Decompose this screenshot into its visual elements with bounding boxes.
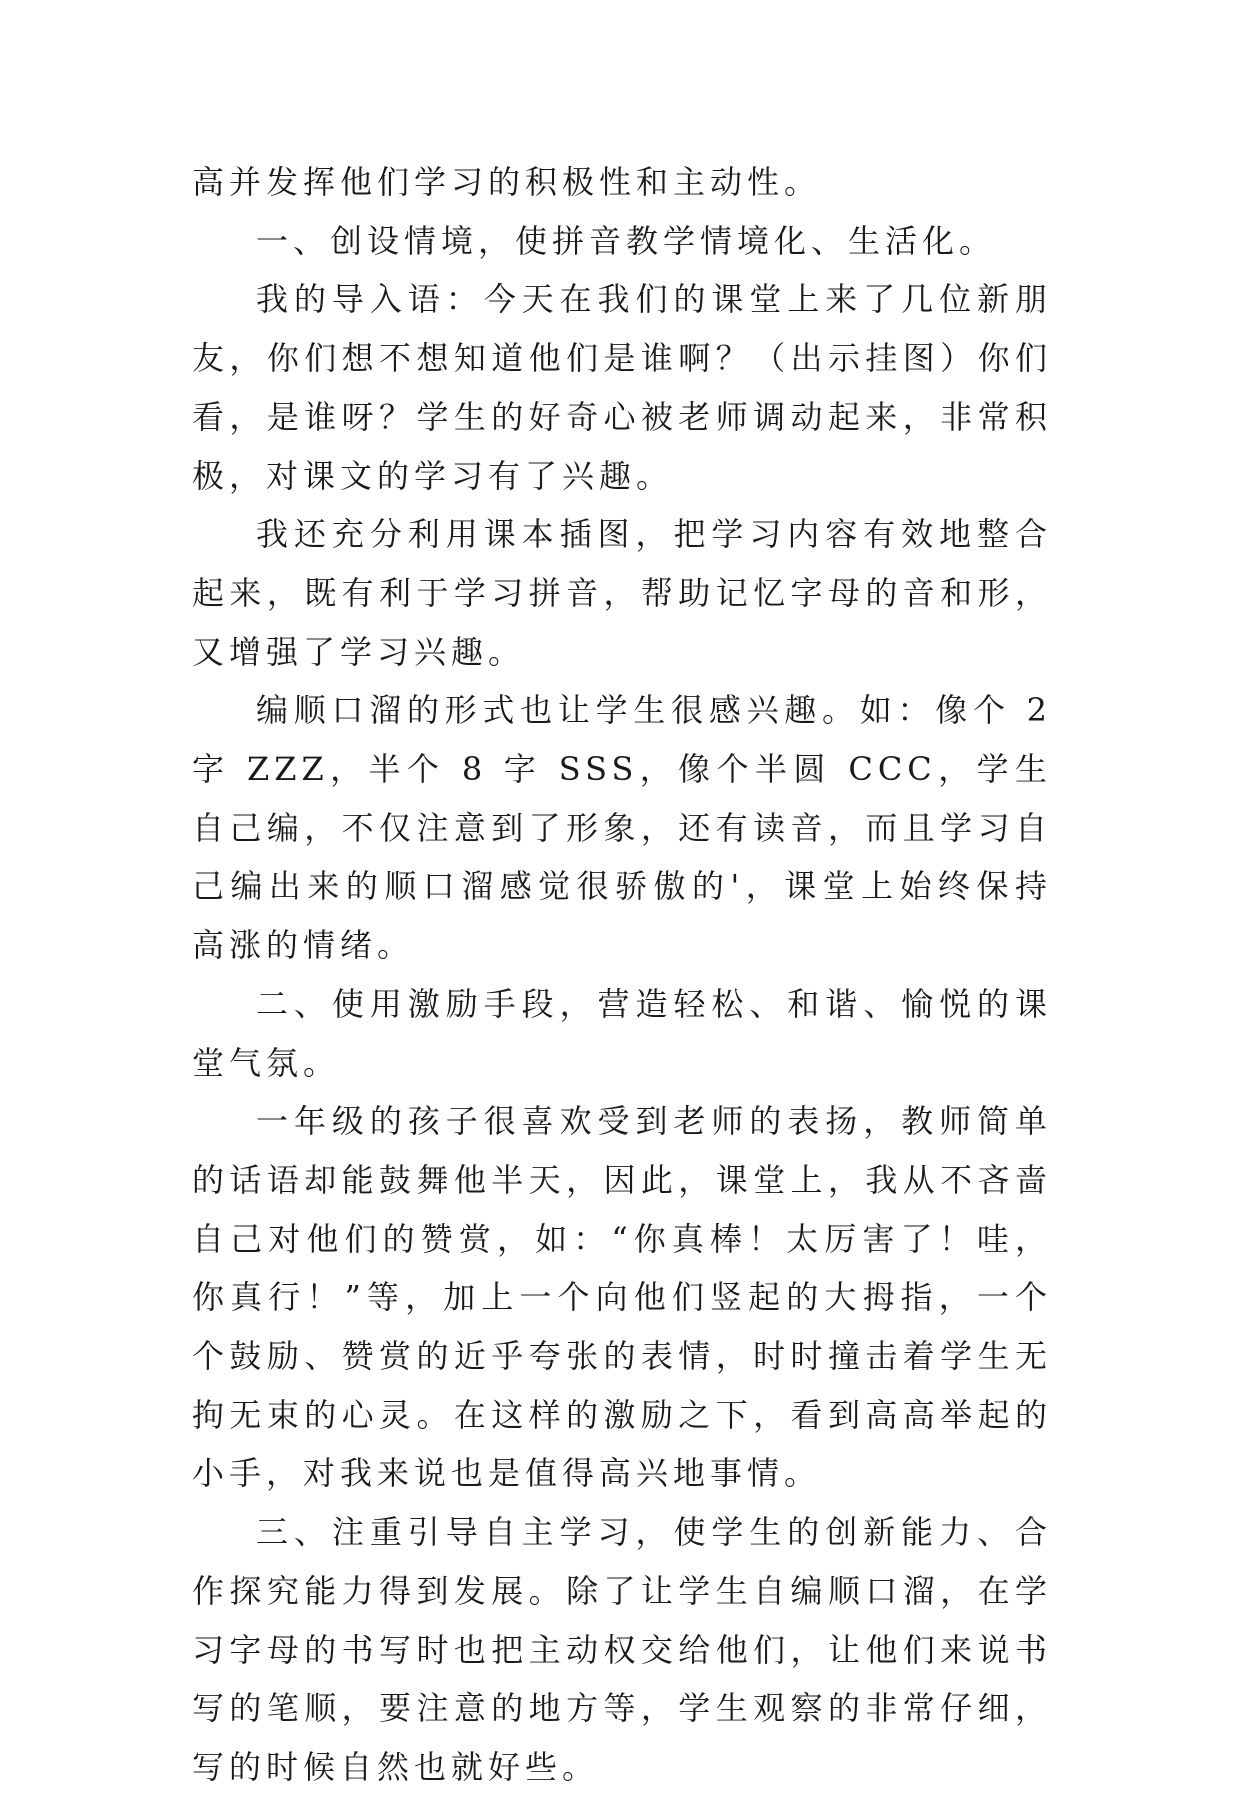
section-heading: 二、使用激励手段，营造轻松、和谐、愉悦的课堂气氛。 bbox=[192, 984, 1052, 1082]
paragraph: 一年级的孩子很喜欢受到老师的表扬，教师简单的话语却能鼓舞他半天，因此，课堂上，我从不吝啬自己对他们的赞赏，如：“你真棒！太厉害了！哇，你真行！”等，加上一个向他们竖起的大拇指，一个个鼓励、赞赏的近乎夸张的表情，时时撞击着学生无拘无束的心灵。在这样的激励之下，看到高高举起的小手，对我来说也是值得高兴地事情。 bbox=[192, 1102, 1052, 1493]
paragraph: 我还充分利用课本插图，把学习内容有效地整合起来，既有利于学习拼音，帮助记忆字母的音和形，又增强了学习兴趣。 bbox=[192, 515, 1052, 671]
section-heading: 一、创设情境，使拼音教学情境化、生活化。 bbox=[256, 221, 997, 260]
document-body bbox=[192, 153, 1052, 1797]
paragraph: 编顺口溜的形式也让学生很感兴趣。如：像个 2 字 ZZZ，半个 8 字 SSS，像个半圆 CCC，学生自己编，不仅注意到了形象，还有读音，而且学习自己编出来的顺口溜感觉很骄傲的'，课堂上始终保持高涨的情绪。 bbox=[192, 691, 1052, 965]
paragraph: 高并发挥他们学习的积极性和主动性。 bbox=[192, 163, 822, 201]
paragraph: 我的导入语：今天在我们的课堂上来了几位新朋友，你们想不想知道他们是谁啊？（出示挂图）你们看，是谁呀？学生的好奇心被老师调动起来，非常积极，对课文的学习有了兴趣。 bbox=[192, 280, 1052, 495]
section-heading: 三、注重引导自主学习，使学生的创新能力、合作探究能力得到发展。除了让学生自编顺口溜，在学习字母的书写时也把主动权交给他们，让他们来说书写的笔顺，要注意的地方等，学生观察的非常仔细，写的时候自然也就好些。 bbox=[192, 1513, 1052, 1786]
